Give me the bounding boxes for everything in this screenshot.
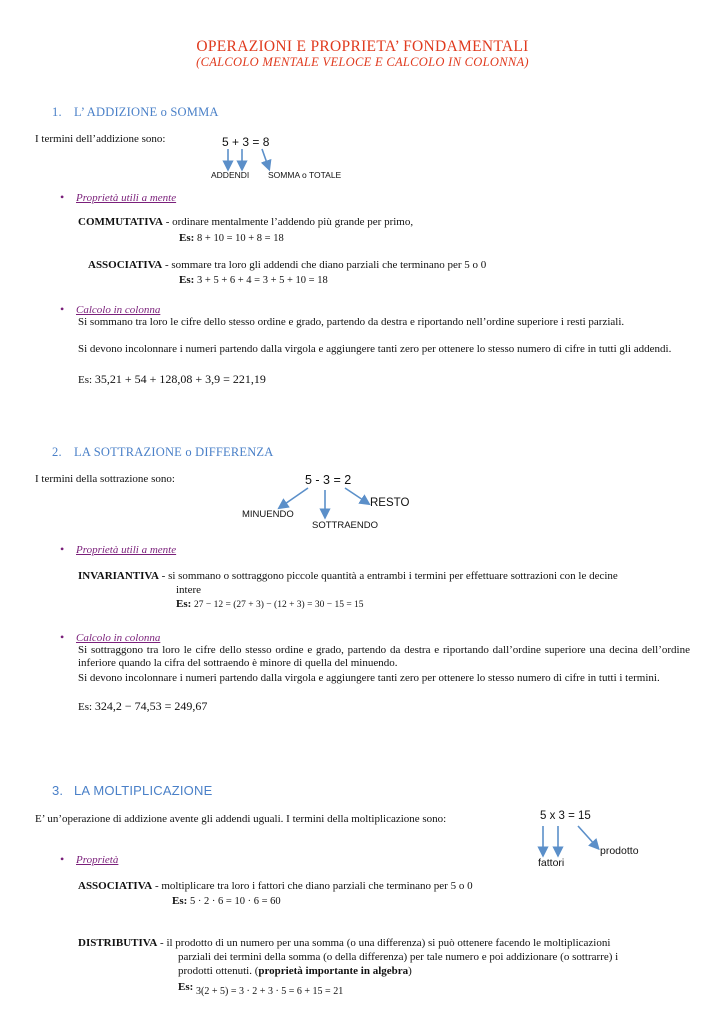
mult-associative-text: - moltiplicare tra loro i fattori che diano parziali che terminano per 5 o 0 (152, 880, 473, 892)
bullet-label: Calcolo in colonna (76, 632, 161, 644)
example-label: Es: (178, 981, 194, 993)
bullet-label: Calcolo in colonna (76, 304, 161, 316)
page-subtitle: (CALCOLO MENTALE VELOCE E CALCOLO IN COLONNA) (196, 55, 529, 69)
label-subtrahend: SOTTRAENDO (312, 520, 378, 531)
distributive-example (178, 981, 344, 997)
bullet-label: Proprietà utili a mente (76, 544, 177, 556)
addition-terms-intro: I termini dell’addizione sono: (35, 133, 166, 145)
example-label: Es: (179, 232, 195, 244)
invariant-line (78, 570, 618, 582)
section-number: 1. (52, 105, 62, 119)
section-heading-subtraction (52, 445, 274, 460)
addition-column-example (78, 372, 266, 387)
section-title: L’ ADDIZIONE o SOMMA (74, 105, 219, 119)
label-rest: RESTO (370, 497, 410, 509)
bullet-properties-addition: • Proprietà utili a mente (60, 190, 177, 204)
mult-associative-line (78, 880, 473, 892)
distributive-text-part: prodotti ottenuti. ( (178, 965, 259, 977)
associative-equation: 3 + 5 + 6 + 4 = 3 + 5 + 10 = 18 (197, 275, 328, 286)
associative-line (88, 259, 486, 271)
subtraction-column-example (78, 699, 207, 714)
arrow-minuend (282, 488, 308, 506)
subtraction-column-paragraph-2: Si devono incolonnare i numeri partendo dalla virgola e aggiungere tanti zero per ottenere lo stesso numero di cifre in tutti i termini. (78, 672, 660, 684)
bullet-column-subtraction: • Calcolo in colonna (60, 630, 161, 644)
commutative-text: - ordinare mentalmente l’addendo più grande per primo, (162, 216, 414, 228)
bullet-properties-subtraction: • Proprietà utili a mente (60, 542, 177, 556)
invariant-text: - si sommano o sottraggono piccole quantità a entrambi i termini per effettuare sottrazioni con le decine (158, 570, 618, 582)
distributive-line (78, 937, 610, 949)
commutative-example (179, 232, 284, 244)
addition-column-paragraph-1: Si sommano tra loro le cifre dello stesso ordine e grado, partendo da destra e riportando nell’ordine superiore i resti parziali. (78, 316, 625, 328)
subtraction-diagram-expression: 5 - 3 = 2 (305, 473, 352, 487)
label-product: prodotto (600, 845, 639, 857)
mult-associative-title: ASSOCIATIVA (78, 880, 153, 892)
mult-associative-equation: 5 · 2 · 6 = 10 · 6 = 60 (190, 896, 281, 907)
associative-text: - sommare tra loro gli addendi che diano parziali che terminano per 5 o 0 (162, 259, 487, 271)
addition-column-paragraph-2: Si devono incolonnare i numeri partendo dalla virgola e aggiungere tanti zero per ottenere lo stesso numero di cifre in tutti gli addendi. (78, 343, 672, 355)
section-heading-addition (52, 105, 219, 120)
label-sum: SOMMA o TOTALE (268, 170, 342, 180)
bullet-properties-multiplication: • Proprietà (60, 852, 119, 866)
arrow-sum (262, 149, 268, 166)
commutative-title: COMMUTATIVA (78, 216, 163, 228)
distributive-text-line-3 (178, 965, 412, 977)
example-label: Es: (172, 895, 188, 907)
distributive-text-part: ) (408, 965, 412, 977)
subtraction-column-paragraph-1: Si sottraggono tra loro le cifre dello stesso ordine e grado, partendo da destra e riportando dall’ordine superiore una decina dell’ordine inferiore quando la cifra del sottraendo è minore di quella del minuendo. (78, 644, 690, 669)
label-minuend: MINUENDO (242, 509, 294, 520)
section-number: 3. (52, 783, 64, 798)
section-number: 2. (52, 445, 62, 459)
example-label: Es: (78, 701, 93, 713)
bullet-column-addition: • Calcolo in colonna (60, 302, 161, 316)
associative-example (179, 274, 328, 286)
associative-title: ASSOCIATIVA (88, 259, 163, 271)
multiplication-diagram-expression: 5 x 3 = 15 (540, 810, 591, 822)
addition-column-equation: 35,21 + 54 + 128,08 + 3,9 = 221,19 (94, 372, 266, 386)
distributive-highlight: proprietà importante in algebra (258, 965, 409, 977)
section-title: LA MOLTIPLICAZIONE (74, 783, 213, 798)
mult-associative-example (172, 895, 281, 907)
commutative-equation: 8 + 10 = 10 + 8 = 18 (197, 233, 284, 244)
arrow-product (578, 826, 596, 846)
section-heading-multiplication (52, 783, 212, 798)
label-factors: fattori (538, 857, 565, 869)
multiplication-intro: E’ un’operazione di addizione avente gli addendi uguali. I termini della moltiplicazione sono: (35, 813, 447, 825)
invariant-title: INVARIANTIVA (78, 570, 159, 582)
distributive-text-line-2: parziali dei termini della somma (o della differenza) per tale numero e poi addizionare (o sottrarre) i (178, 951, 619, 963)
invariant-example (176, 598, 364, 610)
bullet-label: Proprietà (76, 854, 119, 866)
subtraction-column-equation: 324,2 − 74,53 = 249,67 (94, 699, 208, 713)
example-label: Es: (78, 374, 93, 386)
arrow-rest (345, 488, 366, 502)
example-label: Es: (179, 274, 195, 286)
distributive-equation: 3(2 + 5) = 3 · 2 + 3 · 5 = 6 + 15 = 21 (196, 986, 344, 997)
invariant-text-continued: intere (176, 584, 202, 596)
commutative-line (78, 216, 413, 228)
section-title: LA SOTTRAZIONE o DIFFERENZA (74, 445, 274, 459)
example-label: Es: (176, 598, 192, 610)
distributive-title: DISTRIBUTIVA (78, 937, 158, 949)
distributive-text: - il prodotto di un numero per una somma (o una differenza) si può ottenere facendo le moltiplicazioni (157, 937, 611, 949)
invariant-equation: 27 − 12 = (27 + 3) − (12 + 3) = 30 − 15 = 15 (194, 600, 364, 610)
label-addends: ADDENDI (211, 170, 250, 180)
addition-diagram-expression: 5 + 3 = 8 (222, 135, 270, 149)
page-title: OPERAZIONI E PROPRIETA’ FONDAMENTALI (196, 38, 529, 55)
bullet-label: Proprietà utili a mente (76, 192, 177, 204)
subtraction-terms-intro: I termini della sottrazione sono: (35, 473, 175, 485)
